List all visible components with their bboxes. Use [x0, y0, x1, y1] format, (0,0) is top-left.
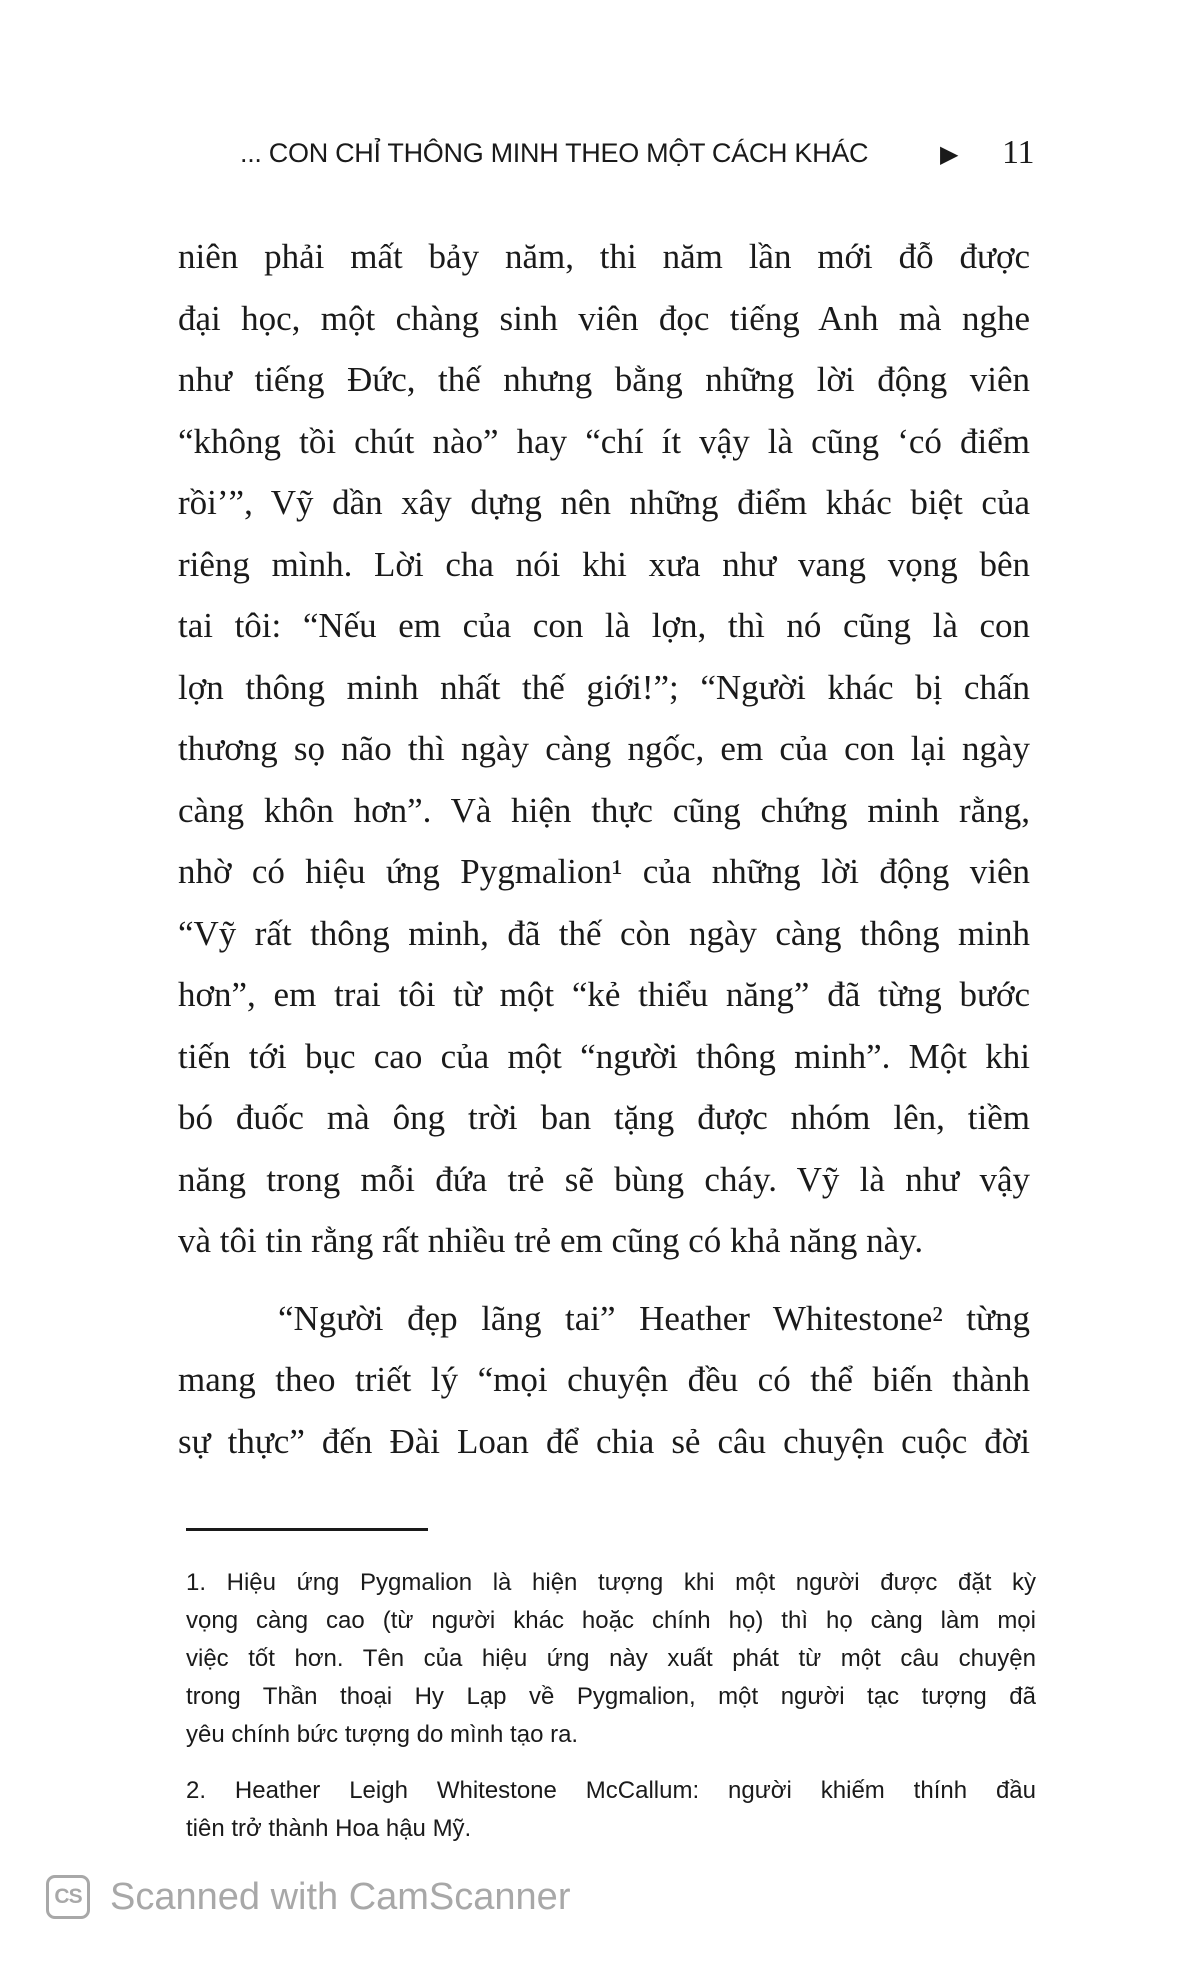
footnote-line: 2. Heather Leigh Whitestone McCallum: người khiếm thính đầu: [186, 1777, 1036, 1804]
footnote-line: trong Thần thoại Hy Lạp về Pygmalion, một người tạc tượng đã: [186, 1683, 1036, 1710]
watermark-text: Scanned with CamScanner: [110, 1875, 571, 1918]
body-text: [178, 226, 1030, 1472]
footnotes: [186, 1564, 1036, 1848]
text-line: niên phải mất bảy năm, thi năm lần mới đỗ được: [178, 237, 1030, 276]
text-line: năng trong mỗi đứa trẻ sẽ bùng cháy. Vỹ là như vậy: [178, 1159, 1030, 1199]
running-header: [240, 134, 1040, 171]
text-line: lợn thông minh nhất thế giới!”; “Người khác bị chấn: [178, 667, 1030, 707]
footnote-line: tiên trở thành Hoa hậu Mỹ.: [186, 1815, 472, 1842]
paragraph-1: [178, 226, 1030, 1272]
footnote-2: [186, 1772, 1036, 1848]
text-line: sự thực” đến Đài Loan để chia sẻ câu chuyện cuộc đời: [178, 1421, 1030, 1461]
text-line: như tiếng Đức, thế nhưng bằng những lời động viên: [178, 360, 1030, 399]
camscanner-logo-icon: CS: [46, 1875, 90, 1919]
footnote-divider: [186, 1528, 428, 1531]
footnote-line: việc tốt hơn. Tên của hiệu ứng này xuất phát từ một câu chuyện: [186, 1645, 1036, 1672]
footnote-line: yêu chính bức tượng do mình tạo ra.: [186, 1721, 579, 1748]
page-number: 11: [1002, 134, 1035, 171]
paragraph-2: [178, 1288, 1030, 1473]
camscanner-watermark: [46, 1870, 570, 1924]
text-line: hơn”, em trai tôi từ một “kẻ thiểu năng” đã từng bước: [178, 975, 1030, 1014]
footnote-line: vọng càng cao (từ người khác hoặc chính họ) thì họ càng làm mọi: [186, 1607, 1036, 1634]
text-line: nhờ có hiệu ứng Pygmalion¹ của những lời động viên: [178, 852, 1030, 891]
text-line: “Vỹ rất thông minh, đã thế còn ngày càng thông minh: [178, 913, 1030, 953]
running-title: ... CON CHỈ THÔNG MINH THEO MỘT CÁCH KHÁC: [240, 138, 869, 168]
text-line: đại học, một chàng sinh viên đọc tiếng Anh mà nghe: [178, 298, 1030, 338]
text-line: rồi’”, Vỹ dần xây dựng nên những điểm khác biệt của: [178, 483, 1030, 522]
text-line: mang theo triết lý “mọi chuyện đều có thể biến thành: [178, 1360, 1030, 1399]
text-line: tai tôi: “Nếu em của con là lợn, thì nó cũng là con: [178, 606, 1030, 645]
text-line: thương sọ não thì ngày càng ngốc, em của con lại ngày: [178, 729, 1030, 768]
text-line: càng khôn hơn”. Và hiện thực cũng chứng minh rằng,: [178, 790, 1030, 830]
text-line: “không tồi chút nào” hay “chí ít vậy là cũng ‘có điểm: [178, 421, 1030, 461]
text-line: tiến tới bục cao của một “người thông minh”. Một khi: [178, 1036, 1030, 1076]
text-line: bó đuốc mà ông trời ban tặng được nhóm lên, tiềm: [178, 1098, 1030, 1137]
footnote-1: [186, 1564, 1036, 1754]
arrow-icon: ▶: [940, 141, 959, 168]
text-line: riêng mình. Lời cha nói khi xưa như vang vọng bên: [178, 544, 1030, 584]
footnote-line: 1. Hiệu ứng Pygmalion là hiện tượng khi một người được đặt kỳ: [186, 1569, 1036, 1596]
text-line: và tôi tin rằng rất nhiều trẻ em cũng có khả năng này.: [178, 1221, 924, 1260]
text-line: “Người đẹp lãng tai” Heather Whitestone² từng: [278, 1298, 1030, 1338]
